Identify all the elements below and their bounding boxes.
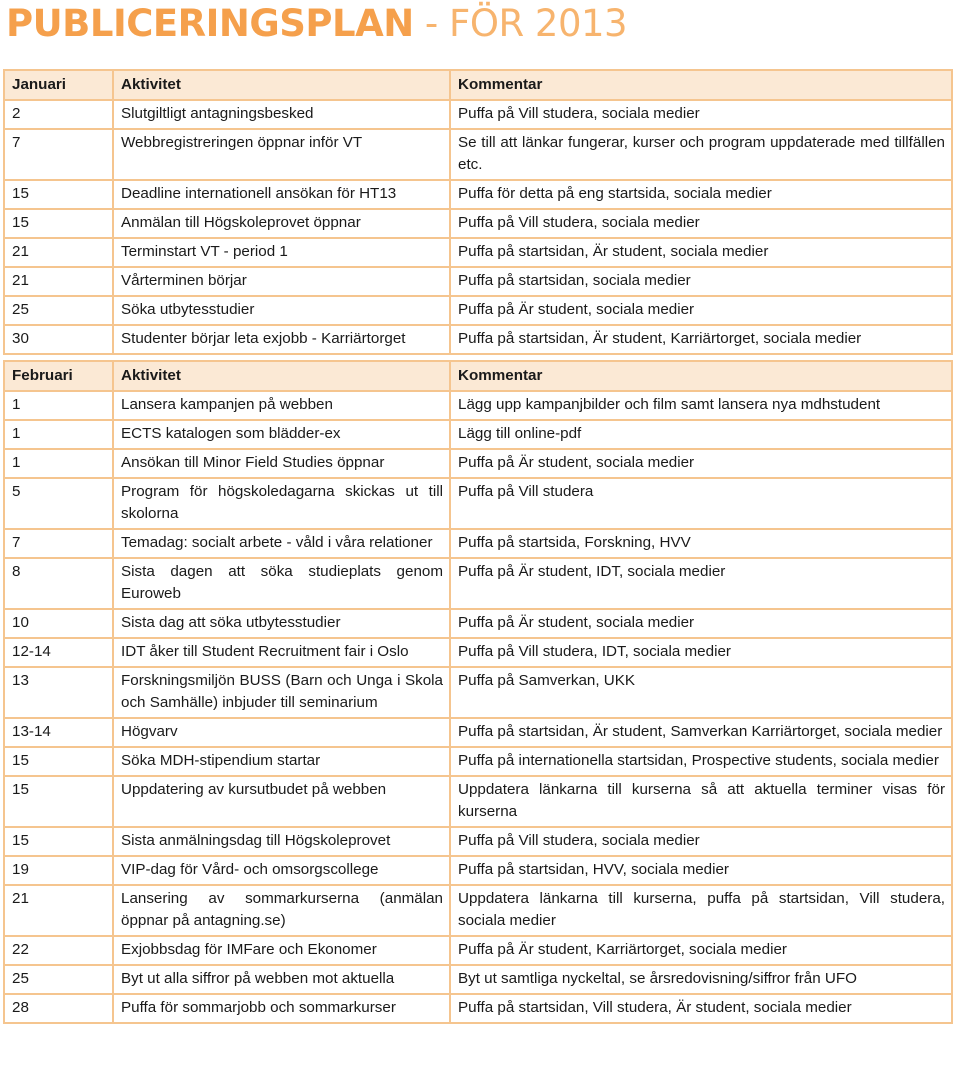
- table-row: [4, 776, 952, 827]
- table-row: [4, 609, 952, 638]
- comment-cell: Puffa på Vill studera, IDT, sociala medier: [450, 638, 952, 667]
- date-cell: 10: [4, 609, 113, 638]
- comment-cell: Uppdatera länkarna till kurserna så att aktuella terminer visas för kurserna: [450, 776, 952, 827]
- date-cell: 19: [4, 856, 113, 885]
- activity-cell: Vårterminen börjar: [113, 267, 450, 296]
- table-row: [4, 478, 952, 529]
- date-cell: 2: [4, 100, 113, 129]
- comment-cell: Puffa på startsidan, sociala medier: [450, 267, 952, 296]
- table-row: [4, 747, 952, 776]
- table-row: [4, 718, 952, 747]
- comment-cell: Puffa på startsidan, Vill studera, Är student, sociala medier: [450, 994, 952, 1023]
- table-row: [4, 325, 952, 354]
- table-row: [4, 638, 952, 667]
- page-title: [6, 2, 627, 46]
- activity-cell: Anmälan till Högskoleprovet öppnar: [113, 209, 450, 238]
- activity-cell: Program för högskoledagarna skickas ut till skolorna: [113, 478, 450, 529]
- date-cell: 28: [4, 994, 113, 1023]
- date-cell: 1: [4, 449, 113, 478]
- date-cell: 13: [4, 667, 113, 718]
- date-cell: 15: [4, 180, 113, 209]
- date-cell: 12-14: [4, 638, 113, 667]
- date-cell: 25: [4, 296, 113, 325]
- comment-cell: Lägg upp kampanjbilder och film samt lansera nya mdhstudent: [450, 391, 952, 420]
- date-cell: 21: [4, 238, 113, 267]
- activity-cell: Sista anmälningsdag till Högskoleprovet: [113, 827, 450, 856]
- table-row: [4, 129, 952, 180]
- activity-cell: Temadag: socialt arbete - våld i våra relationer: [113, 529, 450, 558]
- comment-cell: Puffa på Är student, sociala medier: [450, 296, 952, 325]
- header-activity: Aktivitet: [113, 361, 450, 391]
- table-row: [4, 100, 952, 129]
- comment-cell: Uppdatera länkarna till kurserna, puffa på startsidan, Vill studera, sociala medier: [450, 885, 952, 936]
- header-comment: Kommentar: [450, 70, 952, 100]
- activity-cell: Uppdatering av kursutbudet på webben: [113, 776, 450, 827]
- header-date: Februari: [4, 361, 113, 391]
- date-cell: 13-14: [4, 718, 113, 747]
- activity-cell: IDT åker till Student Recruitment fair i Oslo: [113, 638, 450, 667]
- activity-cell: Lansera kampanjen på webben: [113, 391, 450, 420]
- date-cell: 1: [4, 420, 113, 449]
- activity-cell: Forskningsmiljön BUSS (Barn och Unga i Skola och Samhälle) inbjuder till seminarium: [113, 667, 450, 718]
- activity-cell: Slutgiltligt antagningsbesked: [113, 100, 450, 129]
- comment-cell: Puffa på startsidan, Är student, sociala medier: [450, 238, 952, 267]
- date-cell: 21: [4, 885, 113, 936]
- comment-cell: Puffa på internationella startsidan, Prospective students, sociala medier: [450, 747, 952, 776]
- activity-cell: Högvarv: [113, 718, 450, 747]
- date-cell: 15: [4, 827, 113, 856]
- comment-cell: Puffa på Vill studera, sociala medier: [450, 209, 952, 238]
- table-row: [4, 391, 952, 420]
- date-cell: 21: [4, 267, 113, 296]
- date-cell: 15: [4, 747, 113, 776]
- table-row: [4, 667, 952, 718]
- activity-cell: Söka utbytesstudier: [113, 296, 450, 325]
- table-row: [4, 449, 952, 478]
- comment-cell: Puffa på Är student, Karriärtorget, sociala medier: [450, 936, 952, 965]
- comment-cell: Puffa på Vill studera: [450, 478, 952, 529]
- comment-cell: Lägg till online-pdf: [450, 420, 952, 449]
- table-row: [4, 180, 952, 209]
- table-row: [4, 885, 952, 936]
- comment-cell: Puffa på Är student, sociala medier: [450, 449, 952, 478]
- februari-table: [3, 360, 953, 1024]
- date-cell: 22: [4, 936, 113, 965]
- table-row: [4, 267, 952, 296]
- comment-cell: Puffa på startsidan, Är student, Karriärtorget, sociala medier: [450, 325, 952, 354]
- activity-cell: Ansökan till Minor Field Studies öppnar: [113, 449, 450, 478]
- activity-cell: Terminstart VT - period 1: [113, 238, 450, 267]
- comment-cell: Se till att länkar fungerar, kurser och program uppdaterade med tillfällen etc.: [450, 129, 952, 180]
- activity-cell: Sista dagen att söka studieplats genom Euroweb: [113, 558, 450, 609]
- table-row: [4, 856, 952, 885]
- activity-cell: Söka MDH-stipendium startar: [113, 747, 450, 776]
- comment-cell: Puffa på Samverkan, UKK: [450, 667, 952, 718]
- comment-cell: Puffa på Är student, sociala medier: [450, 609, 952, 638]
- title-main: PUBLICERINGSPLAN: [6, 2, 414, 45]
- activity-cell: Byt ut alla siffror på webben mot aktuella: [113, 965, 450, 994]
- activity-cell: Sista dag att söka utbytesstudier: [113, 609, 450, 638]
- activity-cell: Exjobbsdag för IMFare och Ekonomer: [113, 936, 450, 965]
- comment-cell: Puffa för detta på eng startsida, sociala medier: [450, 180, 952, 209]
- table-row: [4, 936, 952, 965]
- activity-cell: Webbregistreringen öppnar inför VT: [113, 129, 450, 180]
- table-row: [4, 827, 952, 856]
- table-header-row: [4, 70, 952, 100]
- table-row: [4, 529, 952, 558]
- header-activity: Aktivitet: [113, 70, 450, 100]
- table-row: [4, 994, 952, 1023]
- activity-cell: Studenter börjar leta exjobb - Karriärtorget: [113, 325, 450, 354]
- activity-cell: Deadline internationell ansökan för HT13: [113, 180, 450, 209]
- table-row: [4, 965, 952, 994]
- date-cell: 8: [4, 558, 113, 609]
- date-cell: 7: [4, 129, 113, 180]
- date-cell: 1: [4, 391, 113, 420]
- header-comment: Kommentar: [450, 361, 952, 391]
- date-cell: 5: [4, 478, 113, 529]
- comment-cell: Puffa på startsidan, HVV, sociala medier: [450, 856, 952, 885]
- date-cell: 30: [4, 325, 113, 354]
- date-cell: 7: [4, 529, 113, 558]
- table-row: [4, 296, 952, 325]
- table-row: [4, 420, 952, 449]
- table-row: [4, 238, 952, 267]
- date-cell: 25: [4, 965, 113, 994]
- comment-cell: Puffa på Vill studera, sociala medier: [450, 100, 952, 129]
- activity-cell: Lansering av sommarkurserna (anmälan öppnar på antagning.se): [113, 885, 450, 936]
- table-header-row: [4, 361, 952, 391]
- comment-cell: Puffa på startsida, Forskning, HVV: [450, 529, 952, 558]
- januari-table: [3, 69, 953, 355]
- activity-cell: Puffa för sommarjobb och sommarkurser: [113, 994, 450, 1023]
- comment-cell: Puffa på startsidan, Är student, Samverkan Karriärtorget, sociala medier: [450, 718, 952, 747]
- comment-cell: Puffa på Vill studera, sociala medier: [450, 827, 952, 856]
- title-sub: - FÖR 2013: [413, 2, 628, 45]
- activity-cell: VIP-dag för Vård- och omsorgscollege: [113, 856, 450, 885]
- table-row: [4, 558, 952, 609]
- header-date: Januari: [4, 70, 113, 100]
- date-cell: 15: [4, 209, 113, 238]
- table-row: [4, 209, 952, 238]
- date-cell: 15: [4, 776, 113, 827]
- comment-cell: Puffa på Är student, IDT, sociala medier: [450, 558, 952, 609]
- activity-cell: ECTS katalogen som blädder-ex: [113, 420, 450, 449]
- comment-cell: Byt ut samtliga nyckeltal, se årsredovisning/siffror från UFO: [450, 965, 952, 994]
